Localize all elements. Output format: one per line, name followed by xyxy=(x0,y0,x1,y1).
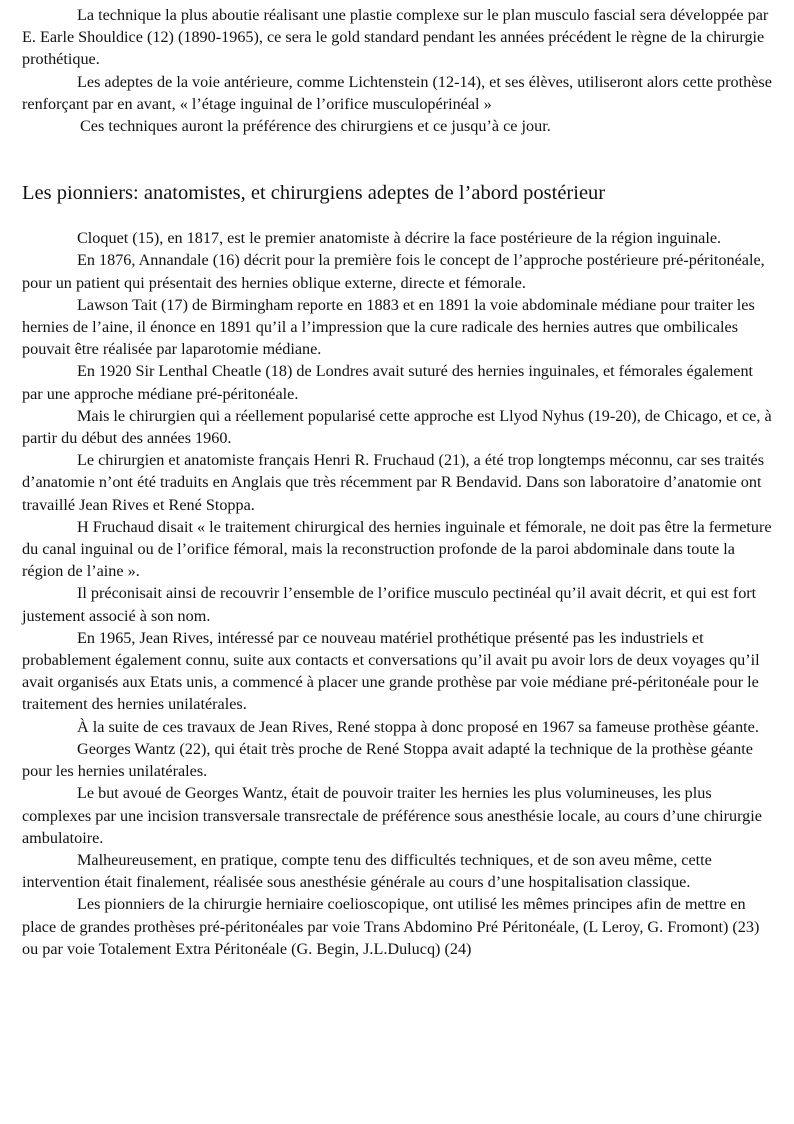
body-paragraph-6: Le chirurgien et anatomiste français Henri R. Fruchaud (21), a été trop longtemps méconnu, car ses traités d’anatomie n’ont été traduits en Anglais que très récemment par R Bendavid. Dans son laboratoire d’anatomie ont travaillé Jean Rives et René Stoppa. xyxy=(22,451,764,514)
body-paragraph-10: À la suite de ces travaux de Jean Rives, René stoppa à donc proposé en 1967 sa fameuse prothèse géante. xyxy=(77,717,759,736)
body-paragraph-3: Lawson Tait (17) de Birmingham reporte en 1883 et en 1891 la voie abdominale médiane pour traiter les hernies de l’aine, il énonce en 1891 qu’il a l’impression que la cure radicale des hernies autres que ombilicales pouvait être réalisée par laparotomie médiane. xyxy=(22,295,755,359)
body-paragraph-13: Malheureusement, en pratique, compte tenu des difficultés techniques, et de son aveu même, cette intervention était finalement, réalisée sous anesthésie générale au cours d’une hospitalisation classique. xyxy=(22,850,712,892)
section-heading: Les pionniers: anatomistes, et chirurgiens adeptes de l’abord postérieur xyxy=(22,182,606,205)
body-paragraph-11: Georges Wantz (22), qui était très proche de René Stoppa avait adapté la technique de la prothèse géante pour les hernies unilatérales. xyxy=(22,739,753,781)
body-paragraph-4: En 1920 Sir Lenthal Cheatle (18) de Londres avait suturé des hernies inguinales, et fémorales également par une approche médiane pré-péritonéale. xyxy=(22,362,754,403)
body-paragraph-5: Mais le chirurgien qui a réellement popularisé cette approche est Llyod Nyhus (19-20), de Chicago, et ce, à partir du début des années 1960. xyxy=(22,406,772,448)
body-paragraph-7: H Fruchaud disait « le traitement chirurgical des hernies inguinale et fémorale, ne doit pas être la fermeture du canal inguinal ou de l’orifice fémoral, mais la reconstruction profonde de la paroi abdominale dans toute la région de l’aine ». xyxy=(22,517,772,581)
intro-paragraph-2: Les adeptes de la voie antérieure, comme Lichtenstein (12-14), et ses élèves, utiliseront alors cette prothèse renforçant par en avant, « l’étage inguinal de l’orifice musculopérinéal » xyxy=(22,72,772,113)
body-paragraph-1: Cloquet (15), en 1817, est le premier anatomiste à décrire la face postérieure de la région inguinale. xyxy=(77,229,722,248)
body-paragraph-12: Le but avoué de Georges Wantz, était de pouvoir traiter les hernies les plus volumineuses, les plus complexes par une incision transversale transrectale de préférence sous anesthésie locale, au cours d’une chirurgie ambulatoire. xyxy=(22,784,762,847)
body-paragraph-8: Il préconisait ainsi de recouvrir l’ensemble de l’orifice musculo pectinéal qu’il avait décrit, et qui est fort justement associé à son nom. xyxy=(22,584,757,625)
document-page xyxy=(22,4,774,960)
intro-paragraph-1: La technique la plus aboutie réalisant une plastie complexe sur le plan musculo fascial sera développée par E. Earle Shouldice (12) (1890-1965), ce sera le gold standard pendant les années précédent le règne de la chirurgie prothétique. xyxy=(22,6,769,69)
body-paragraph-2: En 1876, Annandale (16) décrit pour la première fois le concept de l’approche postérieure pré-péritonéale, pour un patient qui présentait des hernies oblique externe, directe et fémorale. xyxy=(22,251,765,292)
body-paragraph-14: Les pionniers de la chirurgie herniaire coelioscopique, ont utilisé les mêmes principes afin de mettre en place de grandes prothèses pré-péritonéales par voie Trans Abdomino Pré Péritonéale, (L Leroy, G. Fromont) (23) ou par voie Totalement Extra Péritonéale (G. Begin, J.L.Dulucq) (24) xyxy=(22,895,760,958)
intro-paragraph-3: Ces techniques auront la préférence des chirurgiens et ce jusqu’à ce jour. xyxy=(80,117,551,136)
body-paragraph-9: En 1965, Jean Rives, intéressé par ce nouveau matériel prothétique présenté pas les industriels et probablement également connu, suite aux contacts et conversations qu’il avait pu avoir lors de deux voyages qu’il avait organisés aux Etats unis, a commencé à placer une grande prothèse par voie médiane pré-péritonéale pour le traitement des hernies unilatérales. xyxy=(22,628,760,714)
